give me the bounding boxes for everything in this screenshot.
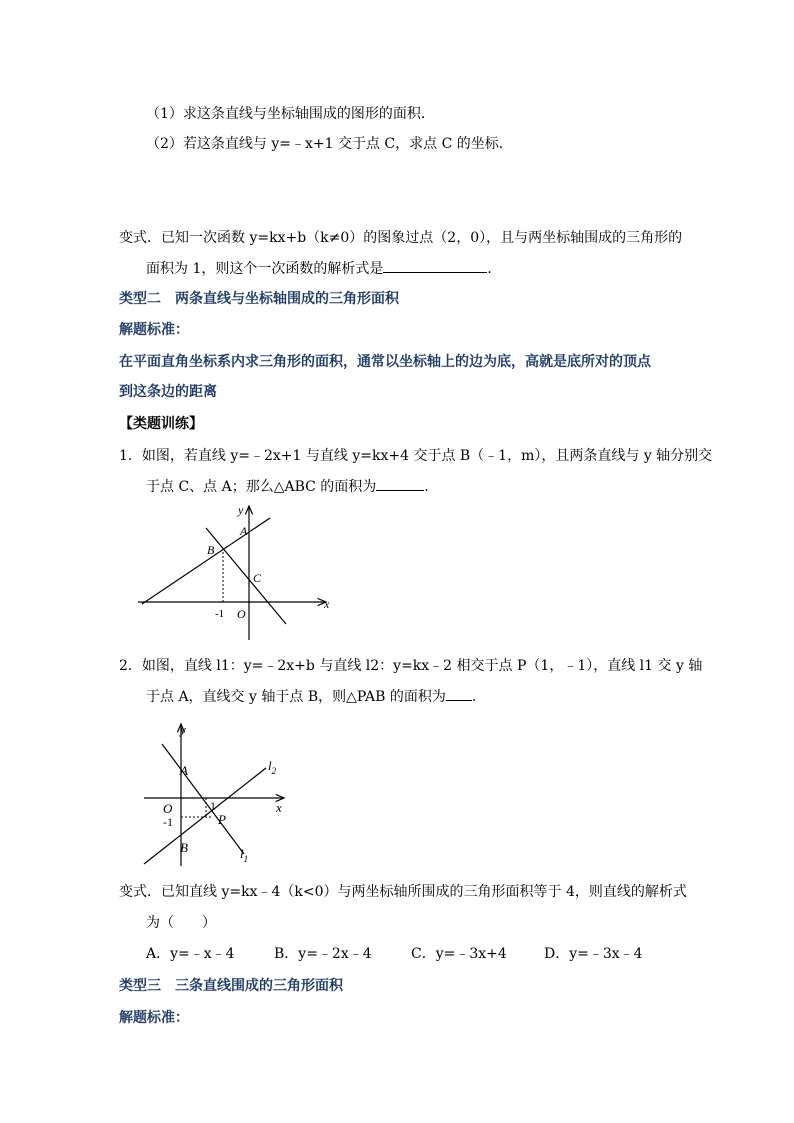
problem-1-text: 于点 C、点 A；那么△ABC 的面积为 bbox=[146, 479, 377, 495]
one-label: 1 bbox=[210, 799, 216, 813]
option-b[interactable]: B．y=﹣2x﹣4 bbox=[274, 946, 372, 962]
variant-1-end: ． bbox=[487, 261, 502, 277]
line-l2-label bbox=[268, 758, 277, 776]
l2-subscript: 2 bbox=[271, 766, 277, 776]
origin-label: O bbox=[237, 607, 246, 621]
point-a-label: A bbox=[180, 763, 188, 778]
figure-1 bbox=[130, 500, 340, 642]
l1-letter: l bbox=[240, 846, 244, 861]
problem-1-line-2 bbox=[146, 476, 438, 497]
variant-1-line-2 bbox=[146, 258, 501, 279]
line-kx-plus-4 bbox=[142, 518, 270, 604]
x-label: x bbox=[276, 800, 282, 815]
answer-blank[interactable] bbox=[383, 258, 487, 273]
l2-letter: l bbox=[268, 758, 272, 773]
point-a-label: A bbox=[240, 524, 248, 538]
problem-1-line-1: 1．如图，若直线 y=﹣2x+1 与直线 y=kx+4 交于点 B（﹣1，m），且两条直线与 y 轴分别交 bbox=[119, 448, 713, 464]
type-2-heading: 类型二 两条直线与坐标轴围成的三角形面积 bbox=[119, 291, 399, 307]
problem-2-line-2 bbox=[146, 686, 486, 707]
answer-blank[interactable] bbox=[446, 686, 472, 701]
option-a[interactable]: A．y=﹣x﹣4 bbox=[146, 946, 235, 962]
question-2: （2）若这条直线与 y=﹣x+1 交于点 C，求点 C 的坐标． bbox=[146, 136, 513, 152]
l1-subscript: 1 bbox=[243, 854, 249, 864]
type-3-heading: 类型三 三条直线围成的三角形面积 bbox=[119, 978, 343, 994]
type-3-criteria-label: 解题标准： bbox=[119, 1010, 189, 1026]
neg-one-label: -1 bbox=[163, 815, 173, 829]
y-label: y bbox=[238, 503, 244, 517]
variant-2-line-2: 为（ ） bbox=[146, 915, 216, 931]
line-l1 bbox=[162, 744, 244, 854]
type-2-criteria-line-1: 在平面直角坐标系内求三角形的面积，通常以坐标轴上的边为底，高就是底所对的顶点 bbox=[119, 354, 651, 370]
training-heading: 【类题训练】 bbox=[119, 416, 203, 432]
figure-2 bbox=[136, 716, 296, 870]
problem-2-end: ． bbox=[471, 689, 486, 705]
option-c[interactable]: C．y=﹣3x+4 bbox=[411, 946, 507, 962]
problem-2-text: 于点 A，直线交 y 轴于点 B，则△PAB 的面积为 bbox=[146, 689, 446, 705]
neg-one-label: -1 bbox=[215, 608, 225, 620]
type-2-criteria-label: 解题标准： bbox=[119, 322, 189, 338]
type-2-criteria-line-2: 到这条边的距离 bbox=[119, 384, 217, 400]
answer-blank[interactable] bbox=[376, 476, 424, 491]
point-c-label: C bbox=[253, 571, 262, 585]
variant-2-line-1: 变式．已知直线 y=kx﹣4（k<0）与两坐标轴所围成的三角形面积等于 4，则直线的解析式 bbox=[119, 884, 687, 900]
problem-1-end: ． bbox=[424, 479, 439, 495]
problem-2-line-1: 2．如图，直线 l1：y=﹣2x+b 与直线 l2：y=kx﹣2 相交于点 P（1，﹣1），直线 l1 交 y 轴 bbox=[119, 658, 703, 674]
point-p-label: P bbox=[218, 812, 226, 827]
point-b-label: B bbox=[180, 840, 188, 855]
point-b-label: B bbox=[207, 543, 215, 557]
variant-1-text: 面积为 1，则这个一次函数的解析式是 bbox=[146, 261, 384, 277]
x-label: x bbox=[324, 597, 330, 611]
question-1: （1）求这条直线与坐标轴围成的图形的面积． bbox=[146, 106, 435, 122]
variant-1-line-1: 变式．已知一次函数 y=kx+b（k≠0）的图象过点（2，0），且与两坐标轴围成的三角形的 bbox=[119, 230, 683, 246]
line-l1-label bbox=[240, 846, 248, 864]
origin-label: O bbox=[163, 801, 173, 816]
y-label: y bbox=[180, 722, 186, 737]
option-d[interactable]: D．y=﹣3x﹣4 bbox=[544, 946, 643, 962]
